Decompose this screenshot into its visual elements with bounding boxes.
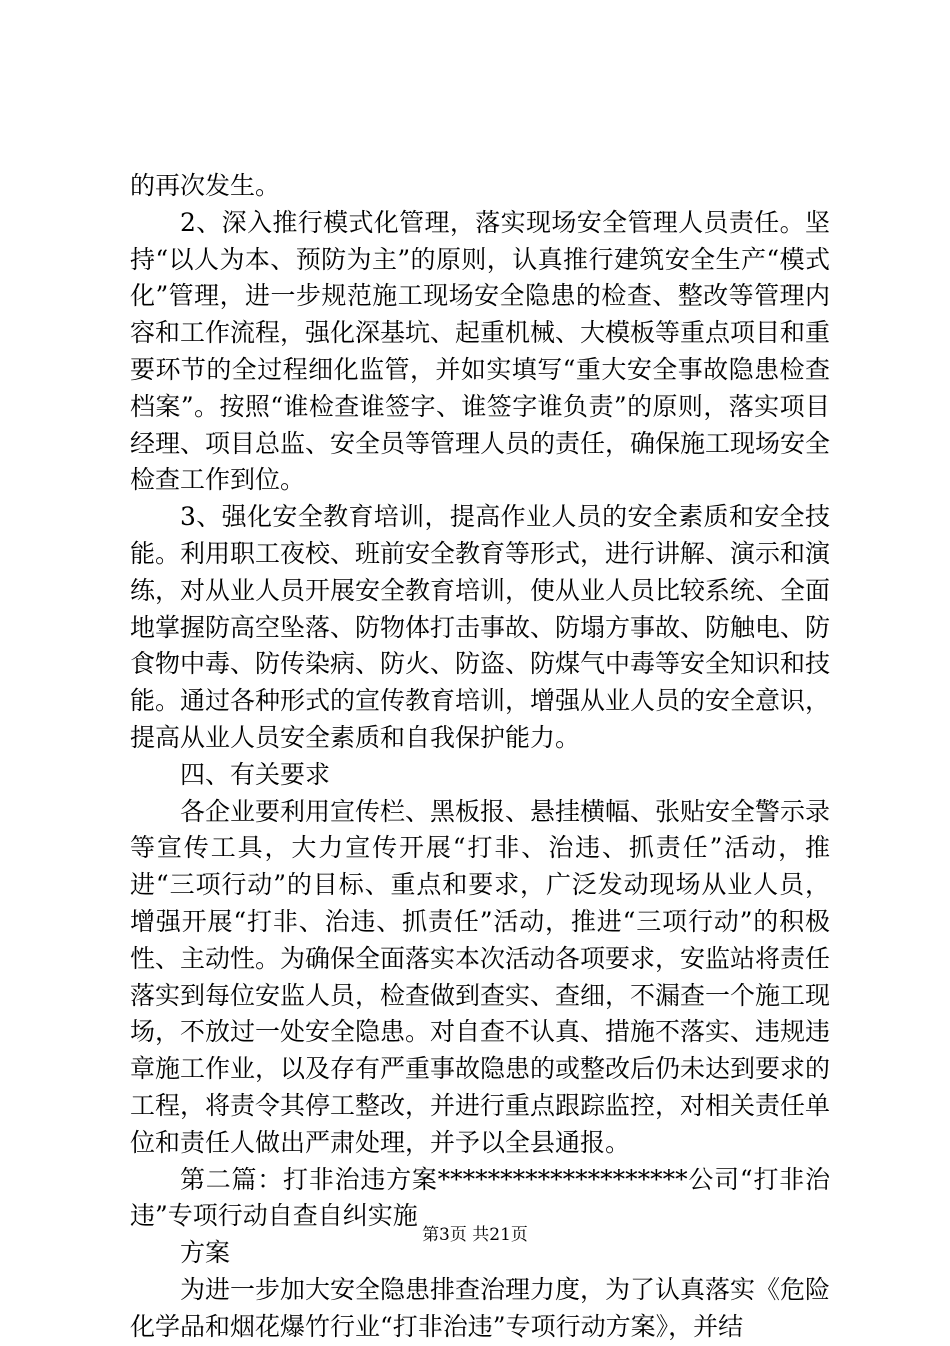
paragraph-requirements: 各企业要利用宣传栏、黑板报、悬挂横幅、张贴安全警示录等宣传工具，大力宣传开展“打非、治违、抓责任”活动，推进“三项行动”的目标、重点和要求，广泛发动现场从业人员，增强开展“打非、治违、抓责任”活动，推进“三项行动”的积极性、主动性。为确保全面落实本次活动各项要求，安监站将责任落实到每位安监人员，检查做到查实、查细，不漏查一个施工现场，不放过一处安全隐患。对自查不认真、措施不落实、违规违章施工作业，以及存有严重事故隐患的或整改后仍未达到要求的工程，将责令其停工整改，并进行重点跟踪监控，对相关责任单位和责任人做出严肃处理，并予以全县通报。 bbox=[130, 796, 831, 1157]
paragraph-intro: 为进一步加大安全隐患排查治理力度，为了认真落实《危险化学品和烟花爆竹行业“打非治违”专项行动方案》，并结 bbox=[130, 1274, 831, 1341]
chapter-heading-part-two: 第二篇：打非治违方案********************公司“打非治违”专项行动自查自纠实施 bbox=[130, 1164, 830, 1231]
paragraph-continuation: 的再次发生。 bbox=[130, 171, 281, 200]
paragraph-item-3: 3、强化安全教育培训，提高作业人员的安全素质和安全技能。利用职工夜校、班前安全教育等形式，进行讲解、演示和演练，对从业人员开展安全教育培训，使从业人员比较系统、全面地掌握防高空坠落、防物体打击事故、防塌方事故、防触电、防食物中毒、防传染病、防火、防盗、防煤气中毒等安全知识和技能。通过各种形式的宣传教育培训，增强从业人员的安全意识，提高从业人员安全素质和自我保护能力。 bbox=[130, 502, 831, 752]
section-heading-requirements: 四、有关要求 bbox=[180, 759, 331, 789]
chapter-heading-continued: 方案 bbox=[180, 1238, 231, 1268]
document-body bbox=[130, 168, 830, 1346]
page-number-footer: 第3页 共21页 bbox=[422, 1225, 528, 1245]
paragraph-item-2: 2、深入推行模式化管理，落实现场安全管理人员责任。坚持“以人为本、预防为主”的原则，认真推行建筑安全生产“模式化”管理，进一步规范施工现场安全隐患的检查、整改等管理内容和工作流程，强化深基坑、起重机械、大模板等重点项目和重要环节的全过程细化监管，并如实填写“重大安全事故隐患检查档案”。按照“谁检查谁签字、谁签字谁负责”的原则，落实项目经理、项目总监、安全员等管理人员的责任，确保施工现场安全检查工作到位。 bbox=[130, 207, 831, 495]
